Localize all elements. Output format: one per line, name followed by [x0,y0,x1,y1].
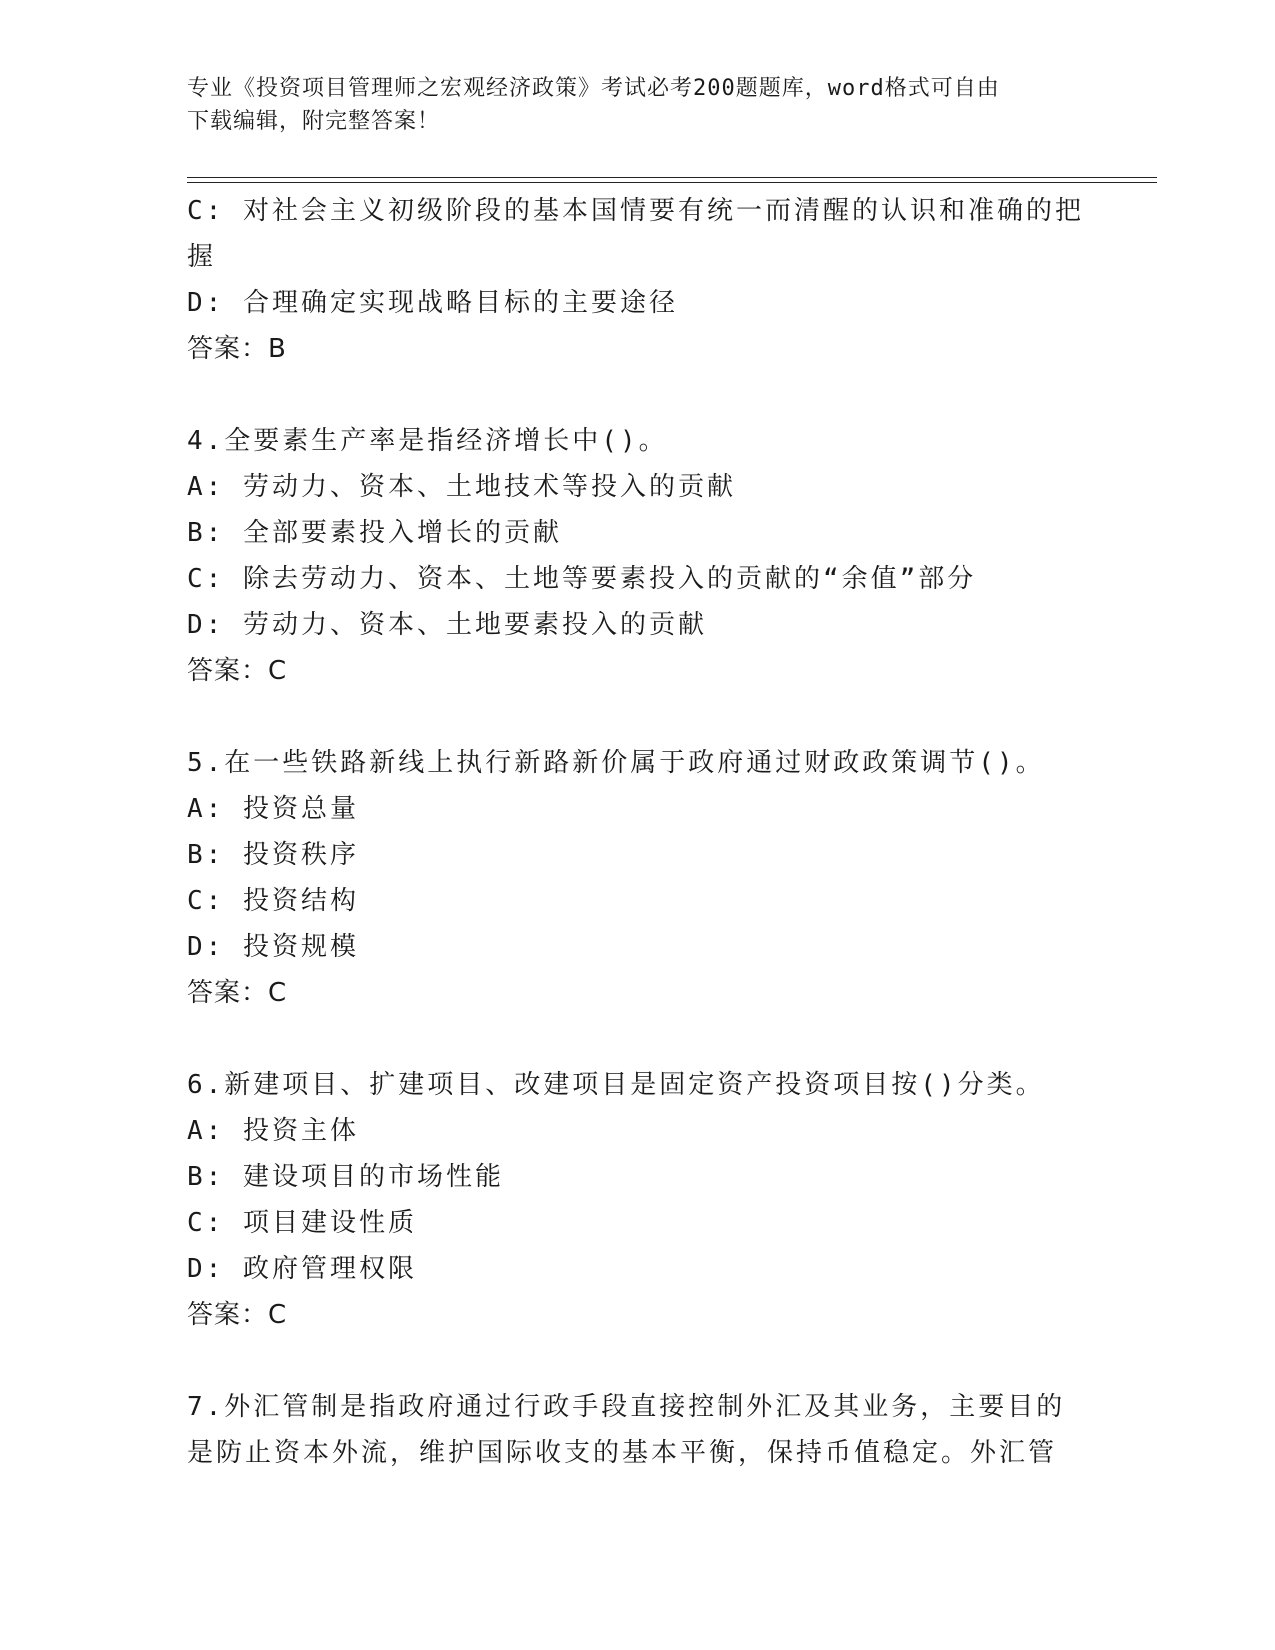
question-block-4 [187,418,1087,694]
question-text-continued: 是防止资本外流，维护国际收支的基本平衡，保持币值稳定。外汇管 [187,1438,1058,1468]
option-c: C: 项目建设性质 [187,1208,417,1238]
option-c: C: 对社会主义初级阶段的基本国情要有统一而清醒的认识和准确的把 [187,196,1084,226]
option-d: D: 劳动力、资本、土地要素投入的贡献 [187,610,707,640]
option-d: D: 政府管理权限 [187,1254,417,1284]
option-b: B: 全部要素投入增长的贡献 [187,518,562,548]
option-c: C: 除去劳动力、资本、土地等要素投入的贡献的“余值”部分 [187,564,977,594]
option-c-continued: 握 [187,242,217,272]
option-a: A: 投资主体 [187,1116,359,1146]
spacer [187,1016,1087,1062]
answer: 答案：C [187,978,288,1008]
header-divider-top [187,177,1157,178]
header-line-2: 下载编辑，附完整答案！ [187,109,441,134]
question-block-7 [187,1384,1087,1476]
option-a: A: 投资总量 [187,794,359,824]
document-header [187,72,1087,138]
question-block-3 [187,188,1087,372]
question-block-6 [187,1062,1087,1338]
option-a: A: 劳动力、资本、土地技术等投入的贡献 [187,472,736,502]
answer: 答案：C [187,656,288,686]
question-text: 5.在一些铁路新线上执行新路新价属于政府通过财政政策调节()。 [187,748,1045,778]
header-divider-bottom [187,182,1157,183]
question-block-5 [187,740,1087,1016]
question-text: 4.全要素生产率是指经济增长中()。 [187,426,668,456]
option-c: C: 投资结构 [187,886,359,916]
spacer [187,694,1087,740]
question-text: 7.外汇管制是指政府通过行政手段直接控制外汇及其业务，主要目的 [187,1392,1066,1422]
option-d: D: 合理确定实现战略目标的主要途径 [187,288,678,318]
question-text: 6.新建项目、扩建项目、改建项目是固定资产投资项目按()分类。 [187,1070,1045,1100]
header-line-1: 专业《投资项目管理师之宏观经济政策》考试必考200题题库，word格式可自由 [187,76,1000,101]
question-list [187,188,1087,1476]
spacer [187,372,1087,418]
spacer [187,1338,1087,1384]
answer: 答案：C [187,1300,288,1330]
answer: 答案：B [187,334,287,364]
option-d: D: 投资规模 [187,932,359,962]
option-b: B: 建设项目的市场性能 [187,1162,504,1192]
option-b: B: 投资秩序 [187,840,359,870]
